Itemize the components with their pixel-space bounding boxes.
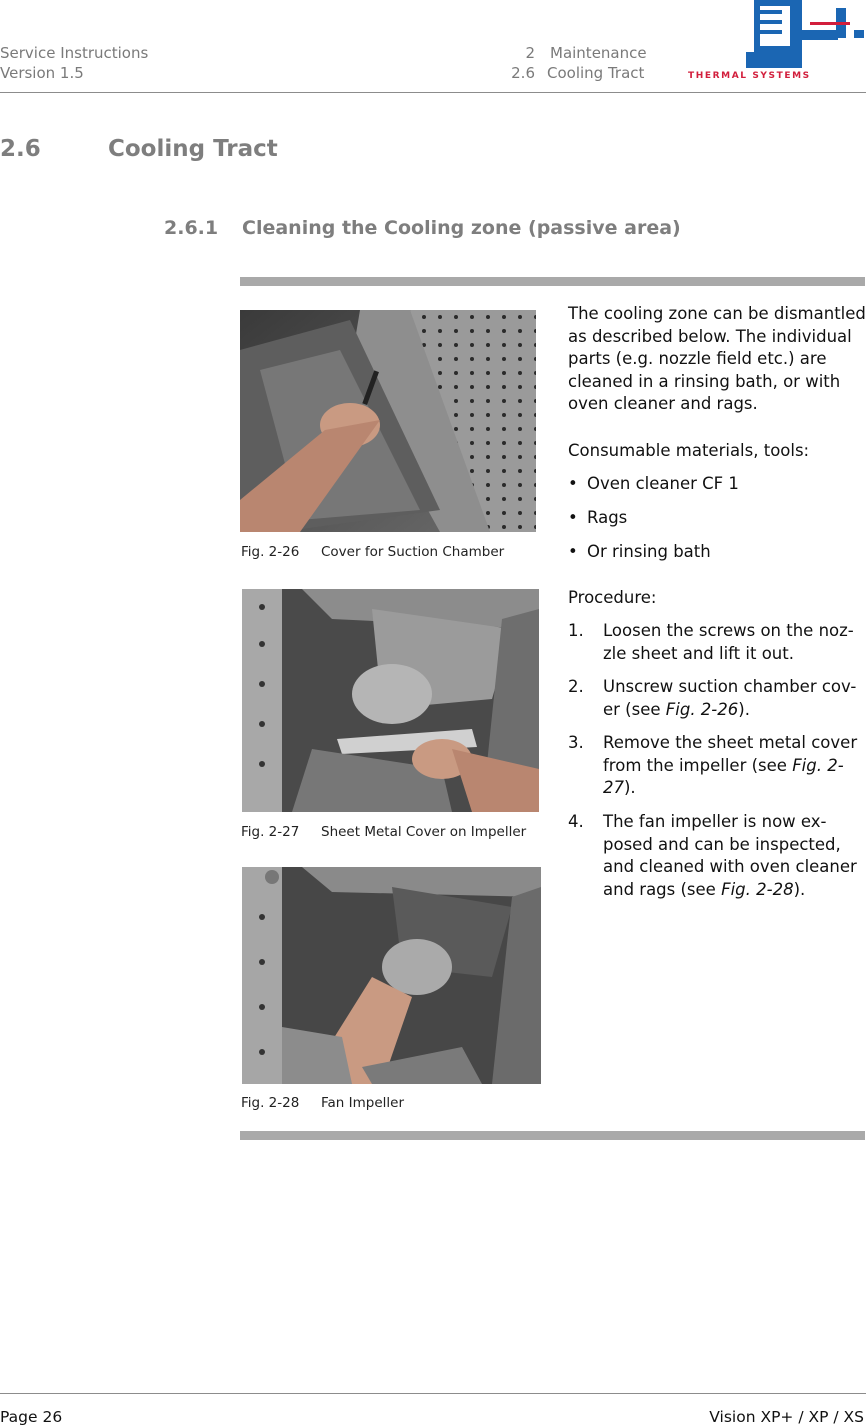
figure-caption-2-28: [241, 1095, 404, 1111]
subsection-number: 2.6.1: [164, 217, 219, 239]
header-version: Version 1.5: [0, 64, 84, 82]
step-number: 2.: [568, 677, 584, 696]
list-item-text: Oven cleaner CF 1: [587, 474, 739, 493]
procedure-step-4: [568, 811, 863, 901]
list-item: [568, 473, 739, 495]
step-text-part: The fan impeller is now ex-posed and can be inspected, and cleaned with oven cleaner and rags (see: [603, 812, 857, 899]
bullet-dot: •: [568, 508, 578, 527]
content-top-bar: [240, 277, 865, 286]
step-text-part: ).: [624, 778, 636, 798]
procedure-step-3: [568, 732, 863, 800]
procedure-step-2: [568, 676, 863, 721]
header-rule: [0, 92, 866, 93]
intro-paragraph: The cooling zone can be dismantled as described below. The individual parts (e.g. nozzle field etc.) are cleaned in a rinsing bath, or with oven cleaner and rags.: [568, 304, 866, 414]
figure-reference[interactable]: Fig. 2-28: [721, 879, 794, 899]
figure-caption-2-27: [241, 824, 526, 840]
figure-sheet-metal-cover-photo: [242, 589, 539, 812]
step-number: 1.: [568, 621, 584, 640]
header-section-num: 2.6: [511, 64, 535, 82]
figure-caption-2-26: [241, 544, 504, 560]
step-number: 3.: [568, 733, 584, 752]
figure-fan-impeller-photo: [242, 867, 541, 1084]
product-name: Vision XP+ / XP / XS: [709, 1408, 864, 1426]
figure-caption-text: Fan Impeller: [321, 1095, 405, 1111]
figure-cover-suction-chamber-photo: [240, 310, 536, 532]
figure-number: Fig. 2-28: [241, 1095, 300, 1111]
consumables-heading: Consumable materials, tools:: [568, 441, 810, 460]
bullet-dot: •: [568, 474, 578, 493]
step-text-part: ).: [793, 879, 806, 899]
step-text-part: ).: [738, 699, 750, 719]
figure-number: Fig. 2-27: [241, 824, 300, 840]
procedure-step-1: [568, 620, 863, 665]
step-text: [603, 732, 863, 800]
step-text: [603, 811, 863, 901]
logo-tagline: THERMAL SYSTEMS: [688, 71, 811, 81]
subsection-title: Cleaning the Cooling zone (passive area): [242, 217, 681, 239]
company-logo: [686, 0, 866, 88]
figure-caption-text: Cover for Suction Chamber: [321, 544, 505, 560]
header-section-title: Cooling Tract: [547, 64, 645, 82]
figure-caption-text: Sheet Metal Cover on Impeller: [321, 824, 527, 840]
section-number: 2.6: [0, 136, 41, 162]
section-title: Cooling Tract: [108, 136, 278, 162]
list-item-text: Rags: [587, 508, 628, 527]
procedure-heading: Procedure:: [568, 588, 657, 607]
figure-reference[interactable]: Fig. 2-27: [603, 755, 844, 798]
footer-rule: [0, 1393, 866, 1394]
content-bottom-bar: [240, 1131, 865, 1140]
page-number: Page 26: [0, 1408, 63, 1426]
header-chapter-title: Maintenance: [550, 44, 647, 62]
header-doc-type: Service Instructions: [0, 44, 149, 62]
list-item-text: Or rinsing bath: [587, 542, 711, 561]
step-text-part: Remove the sheet metal cover from the impeller (see: [603, 733, 858, 775]
step-text: Loosen the screws on the noz-zle sheet and lift it out.: [603, 621, 854, 663]
list-item: [568, 541, 711, 563]
bullet-dot: •: [568, 542, 578, 561]
figure-number: Fig. 2-26: [241, 544, 300, 560]
step-number: 4.: [568, 812, 584, 831]
step-text-part: Unscrew suction chamber cov-er (see: [603, 677, 857, 719]
list-item: [568, 507, 627, 529]
figure-reference[interactable]: Fig. 2-26: [665, 699, 739, 719]
step-text: [603, 676, 863, 721]
header-chapter-num: 2: [525, 44, 535, 62]
